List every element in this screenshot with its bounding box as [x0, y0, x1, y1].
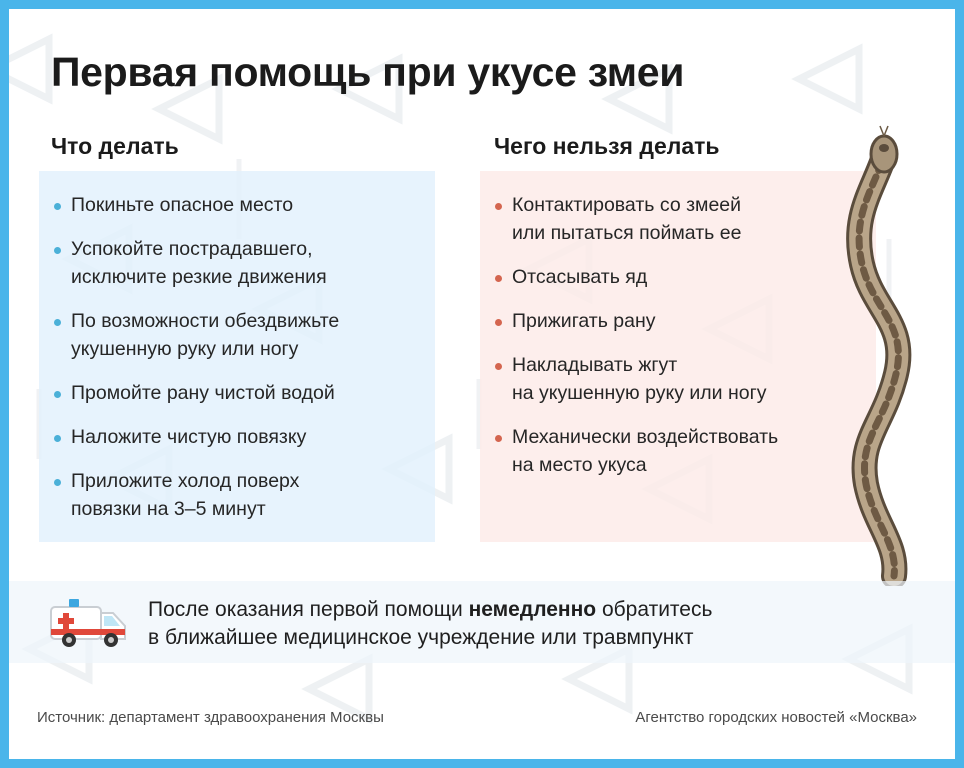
source-credit: Источник: департамент здравоохранения Москвы — [37, 709, 384, 726]
do-item — [71, 467, 431, 523]
agency-credit: Агентство городских новостей «Москва» — [635, 709, 917, 726]
dont-item — [512, 191, 857, 247]
snake-illustration-icon — [822, 124, 932, 586]
dont-item-line: на укушенную руку или ногу — [512, 382, 767, 404]
bullet-icon — [495, 319, 502, 326]
dont-item-line: Отсасывать яд — [512, 266, 648, 288]
dont-item-line: Механически воздействовать — [512, 426, 779, 448]
dont-list-panel — [480, 171, 876, 542]
do-item-line: Приложите холод поверх — [71, 470, 300, 492]
dont-item-line: или пытаться поймать ее — [512, 222, 742, 244]
do-item-line: Наложите чистую повязку — [71, 426, 307, 448]
do-heading: Что делать — [51, 133, 179, 159]
bullet-icon — [54, 479, 61, 486]
page-title: Первая помощь при укусе змеи — [51, 49, 685, 95]
do-item-line: Промойте рану чистой водой — [71, 382, 335, 404]
do-item — [71, 191, 431, 219]
notice-text-line2: в ближайшее медицинское учреждение или травмпункт — [148, 626, 694, 649]
notice-emphasis: немедленно — [468, 598, 597, 621]
dont-item-line: на место укуса — [512, 454, 647, 476]
do-item — [71, 423, 431, 451]
dont-heading: Чего нельзя делать — [494, 133, 720, 159]
bullet-icon — [495, 203, 502, 210]
dont-item-line: Контактировать со змеей — [512, 194, 742, 216]
do-item — [71, 379, 431, 407]
bullet-icon — [54, 319, 61, 326]
do-item-line: По возможности обездвижьте — [71, 310, 340, 332]
dont-item-line: Прижигать рану — [512, 310, 656, 332]
ambulance-icon — [49, 593, 129, 649]
do-item-line: укушенную руку или ногу — [71, 338, 299, 360]
dont-list — [512, 191, 857, 495]
do-item — [71, 307, 431, 363]
dont-item — [512, 351, 857, 407]
do-list — [71, 191, 431, 539]
bullet-icon — [54, 247, 61, 254]
notice-text — [148, 596, 868, 652]
dont-item-line: Накладывать жгут — [512, 354, 678, 376]
bullet-icon — [495, 435, 502, 442]
infographic — [9, 9, 955, 759]
do-item-line: повязки на 3–5 минут — [71, 498, 266, 520]
bullet-icon — [495, 275, 502, 282]
dont-item — [512, 423, 857, 479]
do-item-line: исключите резкие движения — [71, 266, 327, 288]
notice-text-part: обратитесь — [596, 598, 713, 621]
do-item-line: Успокойте пострадавшего, — [71, 238, 313, 260]
bullet-icon — [54, 203, 61, 210]
do-item-line: Покиньте опасное место — [71, 194, 294, 216]
dont-item — [512, 307, 857, 335]
dont-item — [512, 263, 857, 291]
bullet-icon — [54, 435, 61, 442]
bullet-icon — [495, 363, 502, 370]
notice-text-part: После оказания первой помощи — [148, 598, 469, 621]
bullet-icon — [54, 391, 61, 398]
do-item — [71, 235, 431, 291]
do-list-panel — [39, 171, 435, 542]
